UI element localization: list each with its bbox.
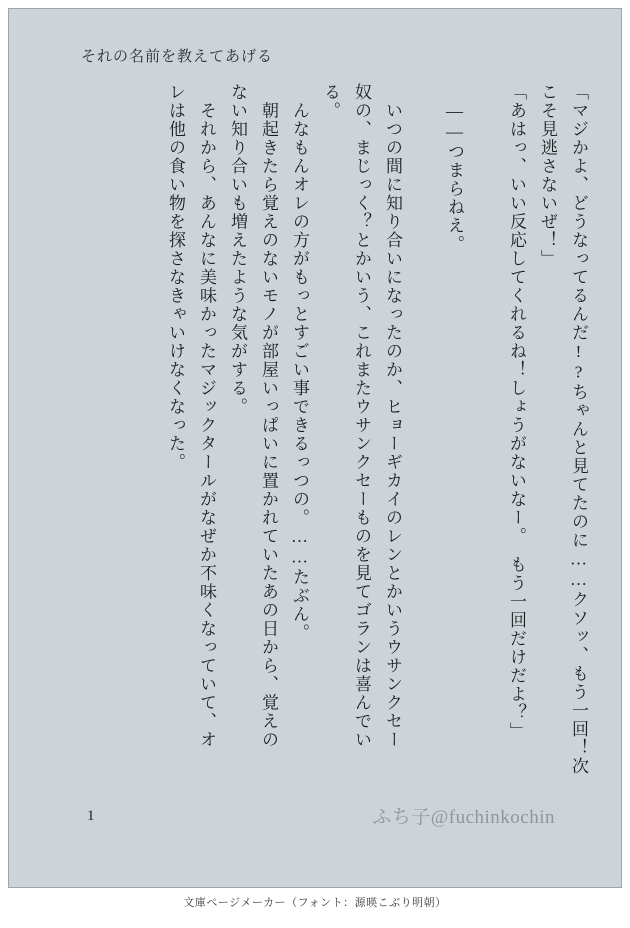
text-column — [463, 83, 494, 803]
text-column: 「マジかよ、どうなってるんだ!?ちゃんと見てたのに……クソッ、もう一回！次 — [569, 83, 588, 776]
text-column — [401, 83, 432, 803]
author-byline: ふち子@fuchinkochin — [372, 807, 555, 828]
text-column: ない知り合いも増えたような気がする。 — [228, 83, 247, 416]
footer-caption: 文庫ページメーカー（フォント：源暎こぶり明朝） — [183, 897, 447, 909]
text-column: 「あはっ、いい反応してくれるね！しょうがないなー。 もう一回だけだよ？」 — [507, 83, 526, 741]
text-column: る。 — [321, 83, 340, 120]
vertical-body-text — [75, 83, 587, 803]
page-title: それの名前を教えてあげる — [81, 49, 274, 65]
text-column: それから、あんなに美味かったマジックタールがなぜか不味くなっていて、オ — [197, 83, 216, 749]
novel-page-sheet — [8, 8, 622, 888]
text-column: んなもんオレの方がもっとすごい事できるっつの。……たぶん。 — [290, 83, 309, 642]
text-column: 奴の、まじっく？とかいう、これまたウサンクセーものを見てゴランは喜んでい — [352, 83, 371, 749]
text-column: ——つまらねえ。 — [445, 83, 464, 254]
page-number: 1 — [87, 808, 95, 824]
text-column: こそ見逃さないぜ！」 — [538, 83, 557, 268]
text-column: いつの間に知り合いになったのか、ヒョーギカイのレンとかいうウサンクセー — [383, 83, 402, 749]
text-column: 朝起きたら覚えのないモノが部屋いっぱいに置かれていたあの日から、覚えの — [259, 83, 278, 749]
text-column: レは他の食い物を探さなきゃいけなくなった。 — [166, 83, 185, 472]
